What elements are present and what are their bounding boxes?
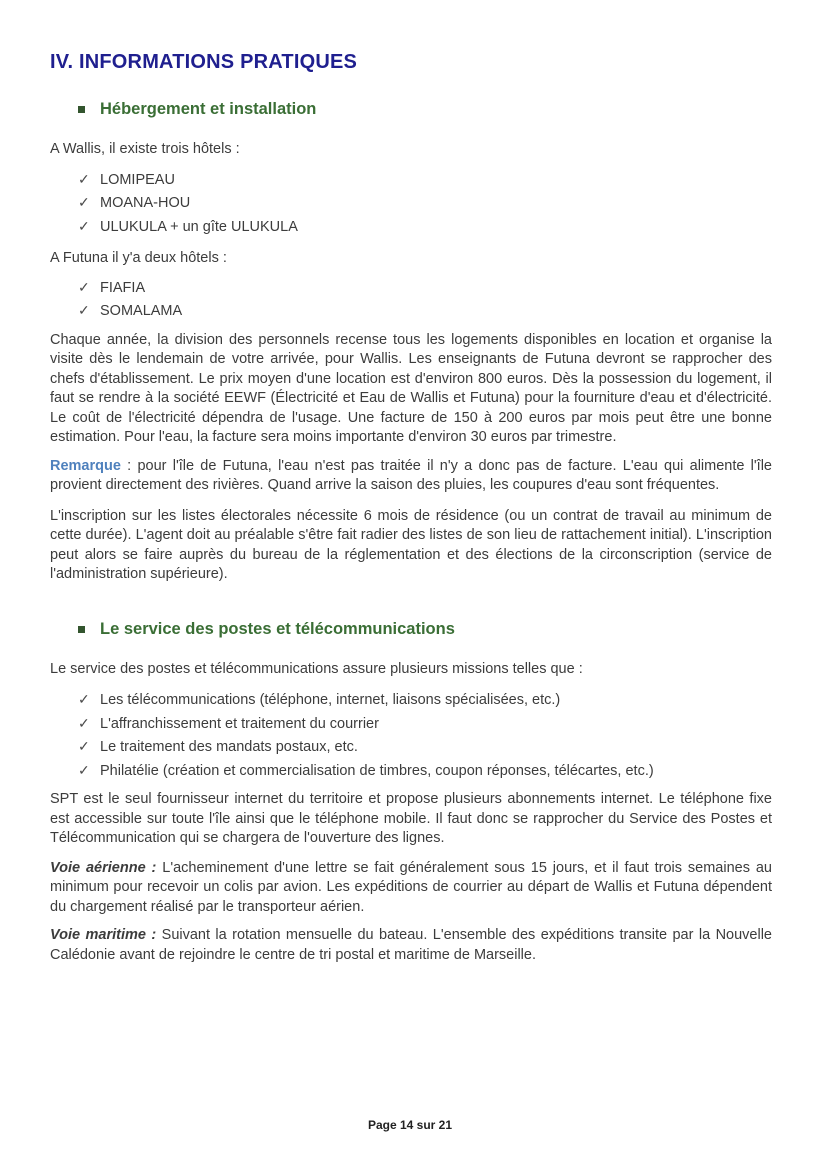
list-item-label: FIAFIA xyxy=(100,279,146,296)
check-icon: ✓ xyxy=(78,217,90,234)
section-heading-hebergement xyxy=(78,99,772,120)
missions-list xyxy=(50,688,772,782)
list-item-label: MOANA-HOU xyxy=(100,195,191,211)
paragraph-electoral: L'inscription sur les listes électorales nécessite 6 mois de résidence (ou un contrat de travail au minimum de cette durée). L'agent doit au préalable s'être fait radier des listes de son lieu de rattachement initial). L'inscription peut alors se faire auprès du bureau de la réglementation et des élections de la circonscription (service de l'administration supérieure). xyxy=(50,507,772,582)
remarque-text: : pour l'île de Futuna, l'eau n'est pas traitée il n'y a donc pas de facture. L'eau qui alimente l'île provient directement des rivières. Quand arrive la saison des pluies, les coupures d'eau sont fréquentes. xyxy=(50,457,772,493)
list-item-label: Les télécommunications (téléphone, internet, liaisons spécialisées, etc.) xyxy=(100,692,561,708)
paragraph-futuna-intro: A Futuna il y'a deux hôtels : xyxy=(50,250,227,266)
paragraph-remarque xyxy=(50,457,772,496)
check-icon: ✓ xyxy=(78,761,90,778)
check-icon: ✓ xyxy=(78,302,90,318)
paragraph-wallis-intro: A Wallis, il existe trois hôtels : xyxy=(50,141,240,157)
voie-maritime-text: Suivant la rotation mensuelle du bateau. L'ensemble des expéditions transite par la Nouvelle Calédonie avant de rejoindre le centre de tri postal et maritime de Marseille. xyxy=(50,927,773,963)
list-item-label: ULUKULA + un gîte ULUKULA xyxy=(100,218,298,235)
check-icon: ✓ xyxy=(78,691,90,707)
section-heading-label: Le service des postes et télécommunications xyxy=(100,619,455,638)
list-item xyxy=(78,215,772,239)
check-icon: ✓ xyxy=(78,170,90,187)
list-item xyxy=(78,191,772,215)
voie-maritime-label: Voie maritime : xyxy=(50,927,157,943)
check-icon: ✓ xyxy=(78,194,90,210)
check-icon: ✓ xyxy=(78,714,90,731)
list-item-label: Le traitement des mandats postaux, etc. xyxy=(100,739,358,755)
futuna-hotels-list xyxy=(50,276,772,323)
square-bullet-icon xyxy=(78,106,85,113)
list-item xyxy=(78,688,772,712)
list-item-label: LOMIPEAU xyxy=(100,171,175,188)
list-item xyxy=(78,712,772,736)
paragraph-postes-intro: Le service des postes et télécommunications assure plusieurs missions telles que : xyxy=(50,660,583,677)
list-item xyxy=(78,759,772,783)
paragraph-voie-aerienne xyxy=(50,859,772,918)
list-item xyxy=(78,168,772,192)
list-item xyxy=(78,276,772,300)
section-heading-postes xyxy=(78,619,772,640)
square-bullet-icon xyxy=(78,626,85,633)
page-footer: Page 14 sur 21 xyxy=(367,1118,453,1132)
check-icon: ✓ xyxy=(78,278,90,295)
voie-aerienne-text: L'acheminement d'une lettre se fait généralement sous 15 jours, et il faut trois semaines au minimum pour recevoir un colis par avion. Les expéditions de courrier au départ de Wallis et Futuna dépendent du chargement réalisé par le transporteur aérien. xyxy=(50,859,772,915)
remarque-label: Remarque xyxy=(50,457,121,474)
voie-aerienne-label: Voie aérienne : xyxy=(50,859,157,876)
paragraph-logement: Chaque année, la division des personnels recense tous les logements disponibles en location et organise la visite dès le lendemain de votre arrivée, pour Wallis. Les enseignants de Futuna devront se rapprocher des chefs d'établissement. Le prix moyen d'une location est d'environ 800 euros. Dès la possession du logement, il faut se rendre à la société EEWF (Électricité et Eau de Wallis et Futuna) pour la fourniture d'eau et d'électricité. Le coût de l'électricité dépendra de l'usage. Une facture de 150 à 200 euros par mois peut être une bonne estimation. Pour l'eau, la facture sera moins importante d'environ 30 euros par trimestre. xyxy=(50,331,772,445)
list-item xyxy=(78,299,772,323)
paragraph-spt: SPT est le seul fournisseur internet du territoire et propose plusieurs abonnements internet. Le téléphone fixe est accessible sur toute l'île ainsi que le téléphone mobile. Il faut donc se rapprocher du Service des Postes et Télécommunication qui se chargera de l'ouverture des lignes. xyxy=(50,791,772,846)
section-heading-label: Hébergement et installation xyxy=(100,100,317,118)
check-icon: ✓ xyxy=(78,738,90,754)
wallis-hotels-list xyxy=(50,168,772,239)
list-item-label: SOMALAMA xyxy=(100,303,183,319)
list-item-label: L'affranchissement et traitement du courrier xyxy=(100,715,379,732)
list-item-label: Philatélie (création et commercialisation de timbres, coupon réponses, télécartes, etc.) xyxy=(100,762,654,779)
list-item xyxy=(78,735,772,759)
paragraph-voie-maritime xyxy=(50,926,772,965)
page-title: IV. INFORMATIONS PRATIQUES xyxy=(50,51,358,73)
